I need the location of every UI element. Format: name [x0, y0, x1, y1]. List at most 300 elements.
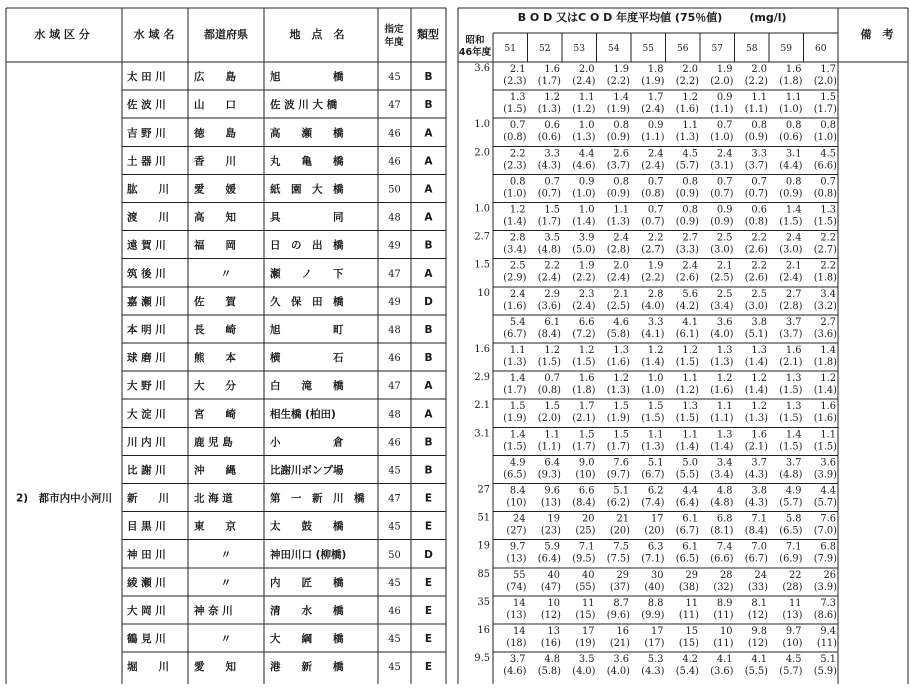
- percentile-75-value: (1.3): [606, 216, 630, 228]
- percentile-75-value: (5.4): [675, 666, 699, 678]
- percentile-75-value: (2.2): [641, 272, 665, 284]
- percentile-75-value: (6.1): [675, 328, 699, 340]
- annual-average: 0.7: [544, 373, 560, 385]
- percentile-75-value: (0.9): [675, 216, 699, 228]
- percentile-75-value: (27): [506, 525, 527, 537]
- percentile-75-value: (0.6): [779, 132, 803, 144]
- annual-average: 7.1: [785, 541, 802, 553]
- annual-average: 5.4: [509, 316, 526, 328]
- annual-average: 2.2: [751, 260, 767, 272]
- location-name: 旭 橋: [270, 71, 344, 84]
- annual-average: 9.7: [785, 626, 802, 637]
- percentile-75-value: (13): [540, 497, 561, 509]
- percentile-75-value: (17): [644, 638, 665, 649]
- location-name: 神田川口 (柳橋): [270, 548, 347, 561]
- header-remarks: 備 考: [860, 28, 894, 41]
- prefecture: 熊 本: [194, 352, 236, 365]
- annual-average: 4.6: [613, 316, 629, 328]
- percentile-75-value: (5.7): [813, 497, 837, 509]
- annual-average: 6.1: [682, 541, 698, 553]
- table-row: [127, 541, 837, 565]
- percentile-75-value: (3.1): [710, 160, 734, 172]
- table-row: [127, 372, 837, 396]
- percentile-75-value: (2.4): [606, 272, 630, 284]
- annual-average: 29: [685, 569, 698, 581]
- river-name: 目 黒 川: [127, 520, 166, 533]
- annual-average: 1.1: [785, 92, 802, 104]
- table-row: [127, 147, 837, 171]
- percentile-75-value: (0.7): [641, 216, 665, 228]
- annual-average: 1.0: [578, 204, 595, 216]
- percentile-75-value: (1.0): [572, 188, 596, 200]
- percentile-75-value: (2.4): [572, 300, 596, 312]
- river-name: 肱 川: [127, 183, 169, 196]
- percentile-75-value: (3.0): [744, 300, 768, 312]
- annual-average: 3.1: [785, 148, 802, 160]
- annual-average: 1.7: [647, 92, 664, 104]
- percentile-75-value: (1.4): [744, 357, 768, 368]
- annual-average: 1.6: [785, 64, 802, 75]
- annual-average: 7.1: [578, 541, 595, 553]
- percentile-75-value: (3.7): [744, 160, 768, 172]
- annual-average: 20: [582, 513, 595, 525]
- percentile-75-value: (2.4): [779, 272, 803, 284]
- year-header: 60: [815, 44, 827, 54]
- annual-average: 0.8: [509, 176, 526, 188]
- percentile-75-value: (1.0): [813, 132, 837, 144]
- annual-average: 0.8: [785, 176, 802, 188]
- percentile-75-value: (1.4): [503, 216, 527, 228]
- table-row: [127, 317, 837, 340]
- percentile-75-value: (2.8): [779, 300, 803, 312]
- designated-year: 47: [388, 493, 401, 505]
- water-type: B: [424, 71, 433, 84]
- designated-year: 46: [388, 605, 401, 617]
- year-header: 51: [504, 44, 516, 54]
- percentile-75-value: (1.3): [744, 413, 768, 425]
- percentile-75-value: (11): [678, 609, 699, 621]
- percentile-75-value: (2.2): [606, 76, 630, 87]
- annual-average: 3.9: [578, 232, 595, 244]
- percentile-75-value: (1.6): [813, 413, 837, 425]
- percentile-75-value: (6.9): [779, 553, 803, 565]
- annual-average: 2.4: [785, 232, 802, 244]
- annual-average: 1.6: [578, 373, 595, 385]
- percentile-75-value: (6.7): [675, 525, 699, 537]
- header-bod-title: B O D 又はC O D 年度平均値 (75％値): [517, 11, 723, 24]
- percentile-75-value: (11): [713, 638, 734, 649]
- annual-average: 5.0: [682, 457, 698, 469]
- prefecture: 〃: [220, 633, 232, 646]
- percentile-75-value: (0.8): [813, 188, 837, 200]
- header-unit: (mg/l): [749, 11, 787, 24]
- percentile-75-value: (1.1): [744, 104, 768, 116]
- annual-average: 9.7: [509, 541, 526, 553]
- annual-average: 1.1: [682, 429, 698, 441]
- annual-average: 3.6: [820, 457, 836, 469]
- annual-average: 2.1: [785, 260, 802, 272]
- annual-average: 7.1: [751, 513, 767, 525]
- percentile-75-value: (3.4): [710, 469, 734, 481]
- prefecture: 福 岡: [194, 239, 236, 252]
- percentile-75-value: (20): [644, 525, 665, 537]
- river-name: 鶴 見 川: [127, 633, 166, 646]
- percentile-75-value: (3.2): [813, 300, 837, 312]
- percentile-75-value: (0.7): [537, 188, 561, 200]
- location-name: 紙 園 大 橋: [270, 183, 344, 196]
- annual-average: 7.5: [613, 541, 629, 553]
- percentile-75-value: (5.1): [744, 328, 768, 340]
- water-type: A: [424, 211, 433, 224]
- percentile-75-value: (2.0): [710, 76, 734, 87]
- annual-average: 4.1: [716, 654, 733, 666]
- base-year-value: 10: [477, 287, 490, 299]
- percentile-75-value: (1.6): [710, 385, 734, 397]
- percentile-75-value: (4.8): [710, 497, 734, 509]
- percentile-75-value: (4.4): [779, 160, 803, 172]
- annual-average: 4.4: [820, 485, 836, 497]
- location-name: 大 綱 橋: [270, 633, 344, 646]
- annual-average: 0.7: [716, 120, 733, 132]
- annual-average: 5.1: [820, 654, 836, 666]
- percentile-75-value: (2.2): [675, 76, 699, 87]
- annual-average: 2.7: [682, 232, 698, 244]
- prefecture: 北 海 道: [194, 492, 233, 505]
- annual-average: 15: [685, 626, 698, 637]
- annual-average: 14: [513, 626, 526, 637]
- annual-average: 1.2: [751, 373, 767, 385]
- percentile-75-value: (3.0): [710, 244, 734, 256]
- annual-average: 1.9: [716, 64, 733, 75]
- prefecture: 大 分: [194, 380, 236, 393]
- annual-average: 10: [547, 597, 560, 609]
- percentile-75-value: (4.6): [503, 666, 527, 678]
- designated-year: 50: [388, 549, 401, 561]
- designated-year: 48: [388, 409, 401, 421]
- annual-average: 0.6: [751, 204, 767, 216]
- percentile-75-value: (18): [506, 638, 527, 649]
- annual-average: 1.1: [751, 92, 767, 104]
- percentile-75-value: (13): [506, 553, 527, 565]
- river-name: 球 磨 川: [127, 352, 166, 365]
- annual-average: 4.9: [785, 485, 802, 497]
- annual-average: 0.9: [716, 92, 733, 104]
- percentile-75-value: (3.9): [813, 581, 837, 593]
- annual-average: 2.5: [509, 260, 526, 272]
- annual-average: 1.6: [544, 64, 560, 75]
- percentile-75-value: (1.3): [572, 132, 596, 144]
- annual-average: 1.3: [613, 345, 629, 356]
- annual-average: 1.3: [751, 345, 767, 356]
- water-type: A: [424, 408, 433, 421]
- annual-average: 0.9: [716, 204, 733, 216]
- annual-average: 3.3: [751, 148, 767, 160]
- annual-average: 5.9: [544, 541, 560, 553]
- water-type: D: [424, 548, 433, 561]
- annual-average: 1.0: [578, 120, 595, 132]
- table-row: [127, 400, 837, 424]
- percentile-75-value: (2.4): [572, 76, 596, 87]
- percentile-75-value: (3.3): [675, 244, 699, 256]
- percentile-75-value: (16): [540, 638, 561, 649]
- percentile-75-value: (2.4): [641, 160, 665, 172]
- annual-average: 0.7: [544, 176, 560, 188]
- percentile-75-value: (1.7): [537, 76, 561, 87]
- designated-year: 47: [388, 381, 401, 393]
- water-type: E: [424, 520, 433, 533]
- river-name: 大 淀 川: [127, 408, 166, 421]
- percentile-75-value: (0.8): [744, 216, 768, 228]
- header-region: 水 域 区 分: [34, 28, 90, 41]
- percentile-75-value: (1.1): [537, 441, 561, 453]
- annual-average: 8.7: [613, 597, 629, 609]
- percentile-75-value: (1.5): [779, 216, 803, 228]
- water-type: E: [424, 661, 433, 674]
- annual-average: 1.3: [716, 429, 733, 441]
- annual-average: 1.0: [647, 373, 664, 385]
- percentile-75-value: (4.2): [675, 300, 699, 312]
- location-name: 横 石: [270, 352, 344, 365]
- percentile-75-value: (7.2): [572, 328, 596, 340]
- location-name: 丸 亀 橋: [270, 155, 344, 168]
- prefecture: 沖 縄: [194, 464, 236, 477]
- percentile-75-value: (13): [782, 609, 803, 621]
- percentile-75-value: (1.4): [641, 357, 665, 368]
- percentile-75-value: (23): [540, 525, 561, 537]
- annual-average: 2.4: [613, 232, 629, 244]
- percentile-75-value: (9.3): [537, 469, 561, 481]
- annual-average: 1.5: [509, 401, 526, 413]
- percentile-75-value: (4.8): [537, 244, 561, 256]
- percentile-75-value: (7.0): [813, 525, 837, 537]
- water-type: D: [424, 295, 433, 308]
- year-header: 59: [780, 44, 792, 54]
- annual-average: 0.6: [544, 120, 560, 132]
- designated-year: 46: [388, 353, 401, 365]
- table-row: [127, 63, 837, 87]
- annual-average: 1.2: [716, 373, 733, 385]
- annual-average: 17: [651, 626, 664, 637]
- percentile-75-value: (1.3): [675, 132, 699, 144]
- annual-average: 2.2: [751, 232, 767, 244]
- percentile-75-value: (1.5): [503, 441, 527, 453]
- percentile-75-value: (1.1): [710, 413, 734, 425]
- prefecture: 〃: [220, 576, 232, 589]
- designated-year: 45: [388, 634, 401, 646]
- percentile-75-value: (28): [782, 581, 803, 593]
- annual-average: 7.6: [613, 457, 629, 469]
- percentile-75-value: (4.6): [572, 160, 596, 172]
- percentile-75-value: (7.4): [641, 497, 665, 509]
- annual-average: 30: [651, 569, 664, 581]
- annual-average: 2.5: [716, 232, 733, 244]
- annual-average: 6.6: [578, 316, 595, 328]
- percentile-75-value: (7.1): [641, 553, 665, 565]
- table-row: [127, 457, 837, 480]
- annual-average: 1.4: [509, 373, 526, 385]
- year-header: 56: [677, 44, 689, 54]
- annual-average: 0.7: [509, 120, 526, 132]
- annual-average: 6.2: [647, 485, 664, 497]
- percentile-75-value: (1.1): [710, 104, 734, 116]
- annual-average: 11: [685, 597, 698, 609]
- river-name: 吉 野 川: [127, 127, 166, 140]
- percentile-75-value: (1.5): [503, 104, 527, 116]
- percentile-75-value: (74): [506, 581, 527, 593]
- annual-average: 3.7: [509, 654, 526, 666]
- percentile-75-value: (9.7): [606, 469, 630, 481]
- annual-average: 19: [547, 513, 560, 525]
- river-name: 嘉 瀬 川: [127, 295, 166, 308]
- percentile-75-value: (1.7): [606, 441, 630, 453]
- percentile-75-value: (1.6): [675, 104, 699, 116]
- percentile-75-value: (1.5): [675, 357, 699, 368]
- annual-average: 1.5: [613, 429, 629, 441]
- annual-average: 4.5: [785, 654, 802, 666]
- annual-average: 2.4: [647, 148, 664, 160]
- percentile-75-value: (32): [713, 581, 734, 593]
- annual-average: 11: [582, 597, 595, 609]
- location-name: 久 保 田 橋: [270, 295, 344, 308]
- group-label: 2) 都市内中小河川: [16, 492, 113, 505]
- designated-year: 48: [388, 324, 401, 336]
- annual-average: 1.5: [578, 429, 595, 441]
- percentile-75-value: (5.5): [744, 666, 768, 678]
- annual-average: 3.5: [544, 232, 560, 244]
- prefecture: 徳 島: [194, 127, 236, 140]
- year-header: 58: [746, 44, 758, 54]
- percentile-75-value: (5.5): [675, 469, 699, 481]
- annual-average: 14: [513, 597, 526, 609]
- percentile-75-value: (0.8): [503, 132, 527, 144]
- river-name: 綾 瀬 川: [127, 576, 166, 589]
- percentile-75-value: (1.0): [710, 132, 734, 144]
- percentile-75-value: (10): [506, 497, 527, 509]
- table-row: [127, 119, 837, 143]
- annual-average: 5.1: [647, 457, 664, 469]
- table-row: [127, 288, 837, 312]
- annual-average: 3.6: [613, 654, 629, 666]
- percentile-75-value: (4.0): [606, 666, 630, 678]
- percentile-75-value: (1.3): [537, 104, 561, 116]
- annual-average: 1.2: [509, 204, 526, 216]
- group-labels: [16, 492, 112, 505]
- annual-average: 1.3: [785, 373, 802, 385]
- base-year-value: 2.9: [474, 372, 490, 384]
- annual-average: 1.7: [820, 64, 836, 75]
- percentile-75-value: (3.6): [813, 328, 837, 340]
- annual-average: 6.6: [578, 485, 595, 497]
- river-name: 川 内 川: [127, 436, 166, 449]
- percentile-75-value: (6.7): [503, 328, 527, 340]
- percentile-75-value: (15): [678, 638, 699, 649]
- percentile-75-value: (12): [747, 609, 768, 621]
- annual-average: 3.7: [785, 316, 802, 328]
- percentile-75-value: (11): [713, 609, 734, 621]
- prefecture: 〃: [220, 267, 232, 280]
- percentile-75-value: (0.9): [606, 132, 630, 144]
- annual-average: 4.5: [682, 148, 698, 160]
- annual-average: 9.6: [544, 485, 560, 497]
- water-type: B: [424, 323, 433, 336]
- annual-average: 1.3: [785, 401, 802, 413]
- percentile-75-value: (0.6): [537, 132, 561, 144]
- designated-year: 47: [388, 100, 401, 112]
- annual-average: 7.0: [751, 541, 767, 553]
- percentile-75-value: (0.7): [744, 188, 768, 200]
- percentile-75-value: (1.7): [813, 104, 837, 116]
- designated-year: 47: [388, 268, 401, 280]
- base-year-value: 85: [477, 568, 490, 580]
- percentile-75-value: (2.7): [641, 244, 665, 256]
- percentile-75-value: (13): [506, 609, 527, 621]
- percentile-75-value: (1.5): [537, 357, 561, 368]
- annual-average: 5.1: [613, 485, 629, 497]
- percentile-75-value: (47): [540, 581, 561, 593]
- percentile-75-value: (0.9): [606, 188, 630, 200]
- annual-average: 0.8: [751, 120, 767, 132]
- percentile-75-value: (1.5): [641, 413, 665, 425]
- percentile-75-value: (1.2): [572, 104, 596, 116]
- percentile-75-value: (9.6): [606, 609, 630, 621]
- percentile-75-value: (33): [747, 581, 768, 593]
- river-name: 土 器 川: [127, 155, 166, 168]
- base-year-value: 9.5: [474, 653, 490, 665]
- base-year-value: 3.1: [474, 428, 490, 440]
- annual-average: 7.3: [820, 597, 836, 609]
- percentile-75-value: (1.8): [813, 272, 837, 284]
- annual-average: 2.8: [647, 288, 664, 300]
- annual-average: 9.0: [578, 457, 595, 469]
- percentile-75-value: (1.8): [572, 385, 596, 397]
- annual-average: 3.7: [751, 457, 767, 469]
- percentile-75-value: (2.0): [537, 413, 561, 425]
- water-type: A: [424, 267, 433, 280]
- percentile-75-value: (1.0): [779, 104, 803, 116]
- annual-average: 1.1: [647, 429, 664, 441]
- location-name: 比謝川ポンプ場: [270, 464, 344, 477]
- annual-average: 6.1: [544, 316, 560, 328]
- percentile-75-value: (2.1): [744, 441, 768, 453]
- prefecture: 宮 崎: [194, 408, 236, 421]
- annual-average: 29: [616, 569, 629, 581]
- percentile-75-value: (0.9): [710, 216, 734, 228]
- annual-average: 2.1: [716, 260, 733, 272]
- annual-average: 0.8: [682, 204, 698, 216]
- annual-average: 24: [754, 569, 767, 581]
- annual-average: 0.7: [751, 176, 767, 188]
- annual-average: 1.2: [682, 345, 698, 356]
- percentile-75-value: (4.8): [779, 469, 803, 481]
- percentile-75-value: (7.9): [813, 553, 837, 565]
- annual-average: 0.9: [647, 120, 664, 132]
- percentile-75-value: (6.5): [503, 469, 527, 481]
- percentile-75-value: (12): [747, 638, 768, 649]
- annual-average: 1.1: [682, 120, 698, 132]
- annual-average: 4.1: [751, 654, 767, 666]
- prefecture: 愛 知: [194, 661, 236, 674]
- percentile-75-value: (6.7): [641, 469, 665, 481]
- annual-average: 1.3: [820, 204, 836, 216]
- base-year-value: 3.6: [474, 63, 490, 74]
- percentile-75-value: (1.3): [641, 441, 665, 453]
- annual-average: 1.3: [682, 401, 698, 413]
- percentile-75-value: (1.9): [606, 413, 630, 425]
- annual-average: 2.1: [509, 64, 526, 75]
- annual-average: 1.5: [544, 204, 560, 216]
- annual-average: 0.8: [682, 176, 698, 188]
- percentile-75-value: (8.4): [744, 525, 768, 537]
